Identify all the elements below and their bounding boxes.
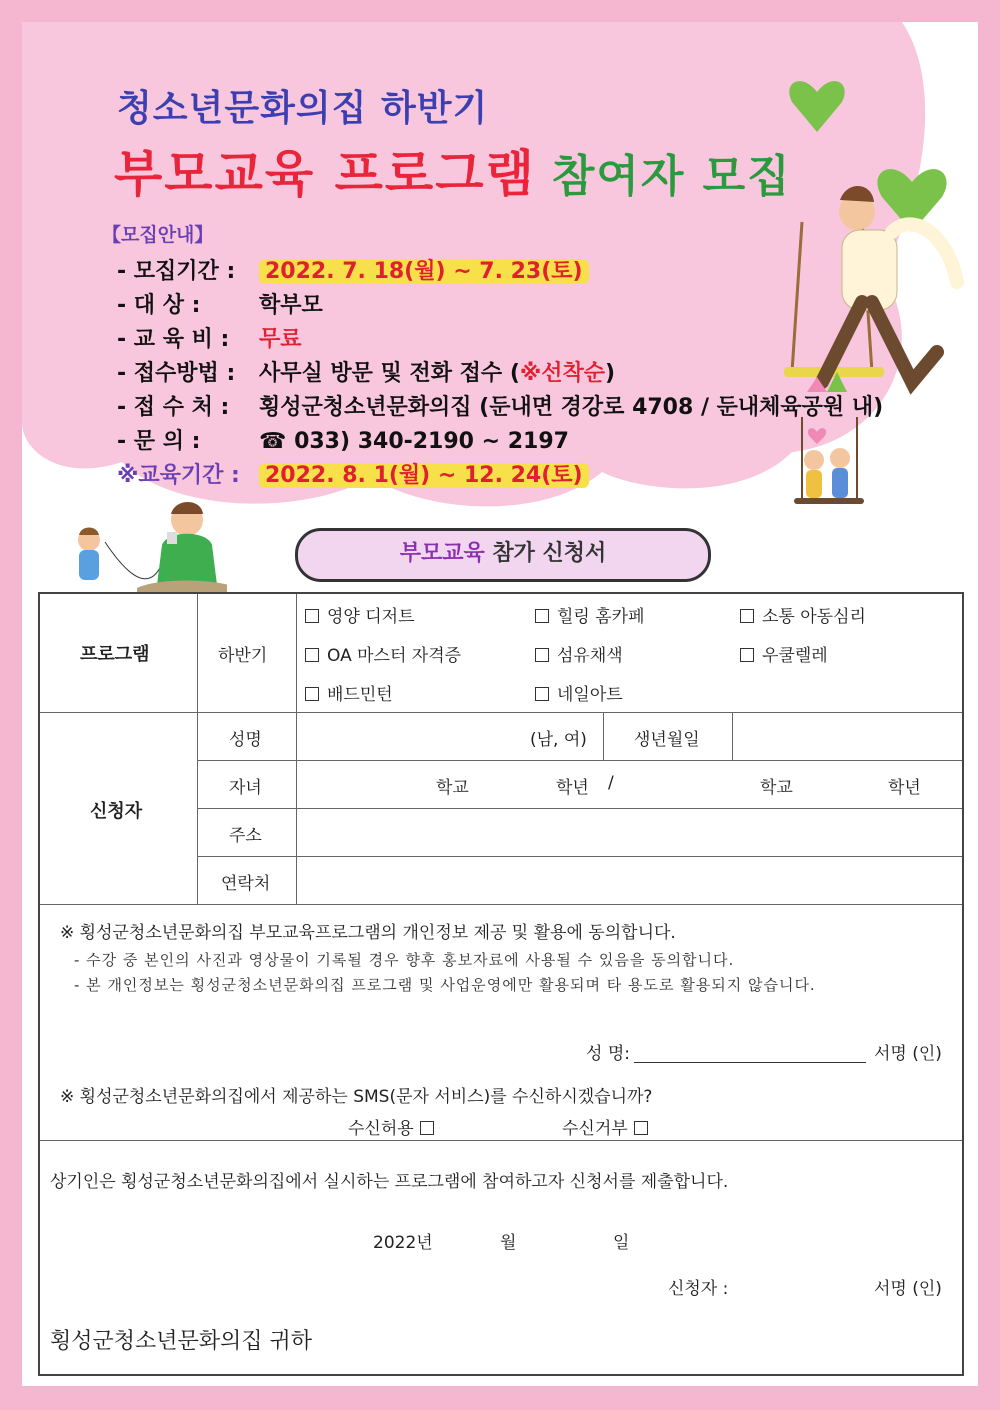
col-divider xyxy=(603,712,604,760)
notice-fee xyxy=(117,322,302,353)
grade-1: 학년 xyxy=(556,778,589,798)
school-1: 학교 xyxy=(436,778,469,798)
checkbox[interactable] xyxy=(305,609,319,623)
child-slash: / xyxy=(608,773,614,793)
name-label: 성명 xyxy=(229,730,262,750)
checkbox[interactable] xyxy=(535,687,549,701)
program-option-label: 우쿨렐레 xyxy=(762,646,828,666)
notice-value: 횡성군청소년문화의집 (둔내면 경강로 4708 / 둔내체육공원 내) xyxy=(259,395,884,420)
date-day: 일 xyxy=(613,1233,630,1253)
notice-value: 학부모 xyxy=(259,293,323,318)
notice-value-end: ) xyxy=(605,361,616,386)
row-divider xyxy=(40,1140,962,1141)
program-option-label: 섬유채색 xyxy=(557,646,623,666)
notice-value: 사무실 방문 및 전화 접수 ( xyxy=(259,361,520,386)
program-option[interactable] xyxy=(305,680,393,705)
notice-label: - 접 수 처 : xyxy=(117,395,230,420)
program-label: 프로그램 xyxy=(80,644,150,665)
sms-allow-option[interactable] xyxy=(348,1114,434,1139)
program-option[interactable] xyxy=(535,680,623,705)
title-green: 참여자 모집 xyxy=(551,151,792,202)
checkbox[interactable] xyxy=(535,609,549,623)
notice-value: 2022. 7. 18(월) ~ 7. 23(토) xyxy=(259,259,589,284)
program-option[interactable] xyxy=(740,641,828,666)
program-option-label: 배드민턴 xyxy=(327,685,393,705)
program-option[interactable] xyxy=(535,602,645,627)
sms-question: ※ 횡성군청소년문화의집에서 제공하는 SMS(문자 서비스)를 수신하시겠습니까? xyxy=(60,1087,653,1107)
notice-target xyxy=(117,288,323,319)
sms-deny-option[interactable] xyxy=(562,1114,648,1139)
notice-label: - 모집기간 : xyxy=(117,259,236,284)
notice-value: ☎ 033) 340-2190 ~ 2197 xyxy=(259,429,569,454)
contact-label: 연락처 xyxy=(221,874,271,894)
notice-value: 무료 xyxy=(259,327,302,352)
applicant-sign-suffix: 서명 (인) xyxy=(874,1279,942,1299)
swing-man-illustration xyxy=(762,62,972,522)
child-label: 자녀 xyxy=(229,778,262,798)
title-line-2 xyxy=(114,134,792,206)
row-divider xyxy=(197,856,962,857)
consent-sub-2: - 본 개인정보는 횡성군청소년문화의집 프로그램 및 사업운영에만 활용되며 타 용도로 활용되지 않습니다. xyxy=(74,976,816,994)
signature-line[interactable] xyxy=(634,1044,866,1063)
col-divider xyxy=(197,594,198,904)
checkbox[interactable] xyxy=(740,648,754,662)
consent-main: ※ 횡성군청소년문화의집 부모교육프로그램의 개인정보 제공 및 활용에 동의합니다. xyxy=(60,923,676,943)
school-2: 학교 xyxy=(760,778,793,798)
program-option-label: 힐링 홈카페 xyxy=(557,607,645,627)
recipient: 횡성군청소년문화의집 귀하 xyxy=(50,1329,313,1354)
program-option-label: 소통 아동심리 xyxy=(762,607,866,627)
grade-2: 학년 xyxy=(888,778,921,798)
applicant-sign-label: 신청자 : xyxy=(668,1279,729,1299)
date-month: 월 xyxy=(500,1233,517,1253)
program-option-label: 네일아트 xyxy=(557,685,623,705)
banner-part2: 참가 신청서 xyxy=(492,541,607,566)
checkbox[interactable] xyxy=(634,1121,648,1135)
row-divider xyxy=(197,760,962,761)
row-divider xyxy=(197,808,962,809)
notice-note: ※선착순 xyxy=(519,361,606,386)
program-option[interactable] xyxy=(535,641,623,666)
banner-part1: 부모교육 xyxy=(399,541,485,566)
notice-label: - 대 상 : xyxy=(117,293,201,318)
row-divider xyxy=(40,712,962,713)
program-option-label: 영양 디저트 xyxy=(327,607,415,627)
program-option[interactable] xyxy=(305,602,415,627)
submit-statement: 상기인은 횡성군청소년문화의집에서 실시하는 프로그램에 참여하고자 신청서를 제출합니다. xyxy=(50,1172,729,1192)
applicant-label: 신청자 xyxy=(90,801,143,822)
birth-label: 생년월일 xyxy=(634,730,700,750)
application-form xyxy=(38,592,964,1376)
col-divider xyxy=(732,712,733,760)
program-option[interactable] xyxy=(740,602,866,627)
application-banner xyxy=(295,528,711,582)
checkbox[interactable] xyxy=(740,609,754,623)
notice-label: - 문 의 : xyxy=(117,429,201,454)
checkbox[interactable] xyxy=(305,687,319,701)
program-option-label: OA 마스터 자격증 xyxy=(327,646,462,666)
notice-method xyxy=(117,356,615,387)
notice-period xyxy=(117,254,589,285)
gender-text: (남, 여) xyxy=(530,730,587,750)
date-year: 2022년 xyxy=(373,1233,433,1253)
half-label: 하반기 xyxy=(218,646,268,666)
notice-edu-period xyxy=(117,458,589,489)
notice-contact xyxy=(117,424,569,455)
consent-sub-1: - 수강 중 본인의 사진과 영상물이 기록될 경우 향후 홍보자료에 사용될 수 있음을 동의합니다. xyxy=(74,951,735,969)
notice-label: ※교육기간 : xyxy=(117,463,240,488)
notice-label: - 접수방법 : xyxy=(117,361,236,386)
checkbox[interactable] xyxy=(305,648,319,662)
notice-label: - 교 육 비 : xyxy=(117,327,230,352)
program-option[interactable] xyxy=(305,641,461,666)
address-label: 주소 xyxy=(229,826,262,846)
notice-place xyxy=(117,390,883,421)
checkbox[interactable] xyxy=(535,648,549,662)
sms-allow-label: 수신허용 xyxy=(348,1119,414,1139)
row-divider xyxy=(40,904,962,905)
sms-deny-label: 수신거부 xyxy=(562,1119,628,1139)
title-red: 부모교육 프로그램 xyxy=(114,145,536,203)
sign-label: 성 명: xyxy=(586,1044,630,1064)
notice-heading: 【모집안내】 xyxy=(102,224,214,246)
col-divider xyxy=(296,594,297,904)
checkbox[interactable] xyxy=(420,1121,434,1135)
notice-value: 2022. 8. 1(월) ~ 12. 24(토) xyxy=(259,463,589,488)
sign-suffix: 서명 (인) xyxy=(873,1044,942,1064)
consent-signature xyxy=(586,1039,942,1064)
father-child-illustration xyxy=(67,490,227,600)
title-line-1: 청소년문화의집 하반기 xyxy=(117,88,489,129)
